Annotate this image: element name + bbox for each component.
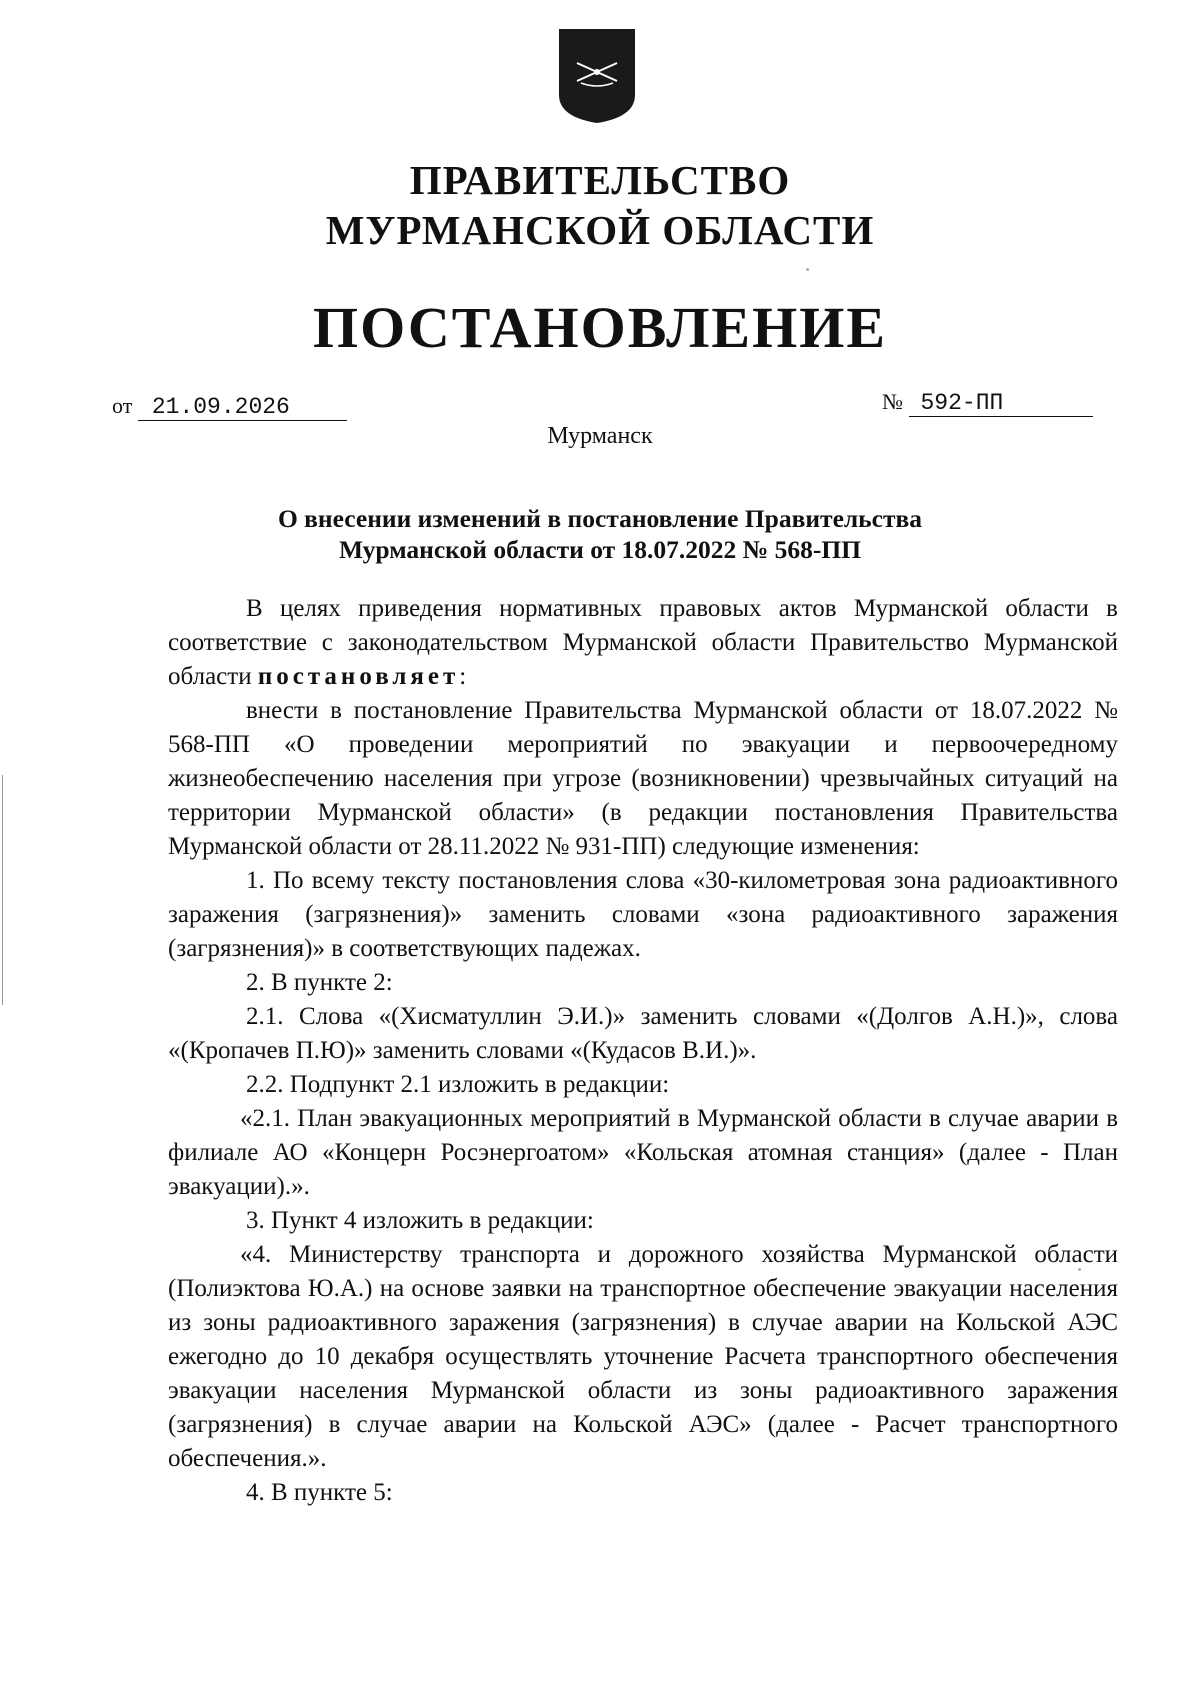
murmansk-coat-of-arms-icon (555, 25, 639, 125)
paragraph-2-2-text: «2.1. План эвакуационных мероприятий в Мурманской области в случае аварии в филиале АО «Концерн Росэнергоатом» «Кольская атомная станция» (далее - План эвакуации).». (168, 1105, 1118, 1200)
decree-word: постановляет (257, 663, 460, 690)
city-name: Мурманск (547, 423, 653, 449)
scan-speck (1078, 1268, 1081, 1271)
number-prefix: № (882, 389, 903, 414)
paragraph-1: 1. По всему тексту постановления слова «30-километровая зона радиоактивного заражения (загрязнения)» заменить словами «зона радиоактивного заражения (загрязнения)» в соответствующих падежах. (168, 867, 1118, 962)
amend-paragraph: внести в постановление Правительства Мурманской области от 18.07.2022 № 568-ПП «О проведении мероприятий по эвакуации и первоочередному жизнеобеспечению населения при угрозе (возникновении) чрезвычайных ситуаций на территории Мурманской области» (в редакции постановления Правительства Мурманской области от 28.11.2022 № 931-ПП) следующие изменения: (168, 697, 1118, 860)
subject-line1: О внесении изменений в постановление Правительства (277, 504, 923, 533)
paragraph-2-2: 2.2. Подпункт 2.1 изложить в редакции: (246, 1071, 670, 1098)
paragraph-2-1: 2.1. Слова «(Хисматуллин Э.И.)» заменить словами «(Долгов А.Н.)», слова «(Кропачев П.Ю)» заменить словами «(Кудасов В.И.)». (168, 1003, 1118, 1064)
paragraph-2: 2. В пункте 2: (246, 969, 393, 996)
document-body (168, 592, 1118, 1510)
paragraph-3: 3. Пункт 4 изложить в редакции: (246, 1207, 594, 1234)
intro-text: В целях приведения нормативных правовых актов Мурманской области в соответствие с законодательством Мурманской области Правительство Мурманской области (168, 595, 1118, 690)
government-title-line1: ПРАВИТЕЛЬСТВО (409, 157, 791, 203)
date-prefix: от (112, 393, 133, 418)
decree-colon: : (459, 663, 467, 690)
number-value: 592-ПП (920, 390, 1004, 416)
document-type-heading: ПОСТАНОВЛЕНИЕ (312, 295, 888, 360)
scan-edge-mark (2, 775, 5, 1005)
intro-paragraph (168, 592, 1118, 694)
date-value: 21.09.2026 (151, 394, 290, 420)
subject-line2: Мурманской области от 18.07.2022 № 568-ПП (338, 535, 862, 564)
government-title-line2: МУРМАНСКОЙ ОБЛАСТИ (325, 207, 875, 253)
document-date (112, 393, 347, 421)
paragraph-4: 4. В пункте 5: (246, 1479, 393, 1506)
paragraph-3-text: «4. Министерству транспорта и дорожного хозяйства Мурманской области (Полиэктова Ю.А.) на основе заявки на транспортное обеспечение эвакуации населения из зоны радиоактивного заражения (загрязнения) в случае аварии на Кольской АЭС ежегодно до 10 декабря осуществлять уточнение Расчета транспортного обеспечения эвакуации населения Мурманской области из зоны радиоактивного заражения (загрязнения) в случае аварии на Кольской АЭС» (далее - Расчет транспортного обеспечения.». (168, 1241, 1118, 1472)
scan-speck (806, 268, 809, 271)
document-number (882, 389, 1093, 417)
